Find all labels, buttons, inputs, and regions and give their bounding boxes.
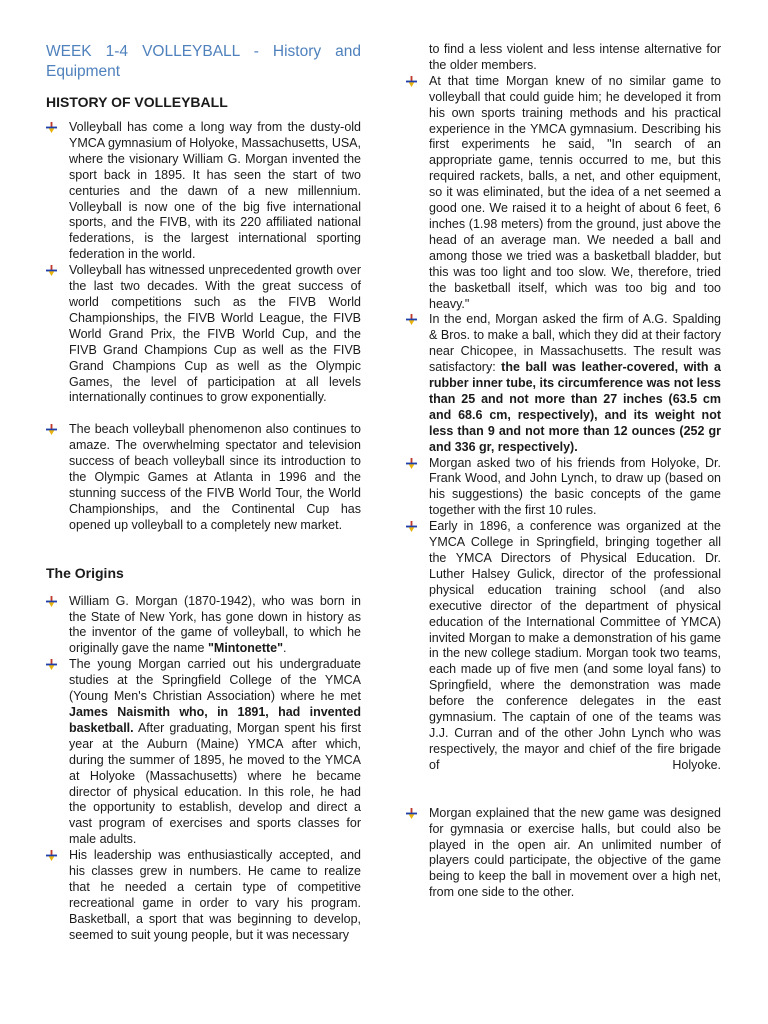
arrow-bullet-icon xyxy=(46,265,57,276)
arrow-bullet-icon xyxy=(406,808,417,819)
history-bullet-3: The beach volleyball phenomenon also continues to amaze. The overwhelming spectator and television success of beach volleyball since its introduction to the Olympic Games at Atlanta in 1996 and the stunning success of the FIVB World Tour, the World Championships, and the Continental Cup has opened up volleyball to a completely new market. xyxy=(69,422,361,532)
arrow-bullet-icon xyxy=(406,458,417,469)
origins-heading: The Origins xyxy=(46,564,124,581)
document-title: WEEK 1-4 VOLLEYBALL - History and Equipment xyxy=(46,43,361,80)
arrow-bullet-icon xyxy=(406,521,417,532)
origins-bullet-2-end: After graduating, Morgan spent his first year at the Auburn (Maine) YMCA after which, during the summer of 1895, he moved to the YMCA at Holyoke (Massachusetts) where he became director of physical education. In this role, he had the opportunity to establish, develop and direct a vast program of exercises and sports classes for male adults. xyxy=(69,720,361,847)
list-item xyxy=(46,263,361,406)
list-item xyxy=(46,422,361,533)
list-item xyxy=(46,120,361,263)
list-item xyxy=(46,848,361,943)
origins-bullet-2-bold: James Naismith who, in 1891, had invented basketball. xyxy=(69,705,361,735)
list-item xyxy=(406,456,721,520)
history-bullet-1: Volleyball has come a long way from the dusty-old YMCA gymnasium of Holyoke, Massachusetts, USA, where the visionary William G. Morgan invented the sport back in 1895. It has seen the start of two centuries and the dawn of a new millennium. Volleyball is now one of the big five international sports, and the FIVB, with its 220 affiliated national federations, is the largest international sporting federation in the world. xyxy=(69,120,361,262)
history-bullet-2: Volleyball has witnessed unprecedented growth over the last two decades. With the great success of world competitions such as the FIVB World Championships, the FIVB World League, the FIVB World Grand Prix, the FIVB World Cup, and the FIVB Grand Champions Cup as well as the FIVB Grand Champions Cup as well as the Olympic Games, the level of participation at all levels internationally continues to grow exponentially. xyxy=(69,263,361,405)
list-item xyxy=(406,519,721,774)
left-column xyxy=(46,0,361,944)
arrow-bullet-icon xyxy=(406,76,417,87)
origins-bullet-8-text: Morgan explained that the new game was designed for gymnasia or exercise halls, but could also be played in the open air. An unlimited number of players could participate, the objective of the game being to keep the ball in movement over a high net, from one side to the other. xyxy=(429,805,721,900)
origins-bullet-1-text: William G. Morgan (1870-1942), who was born in the State of New York, has gone down in history as the inventor of the game of volleyball, to which he originally gave the name xyxy=(69,593,361,656)
origins-bullet-1-end: . xyxy=(283,641,287,656)
origins-bullet-7-text: Early in 1896, a conference was organized at the YMCA College in Springfield, bringing together all the YMCA Directors of Physical Education. Dr. Luther Halsey Gulick, director of the professional physical education training school (and also executive director of the department of physical education of the International Committee of YMCA) invited Morgan to make a demonstration of his game in the new college stadium. Morgan took two teams, each made up of five men (and some loyal fans) to Springfield, where the demonstration was made before the conference delegates in the east gymnasium. The captain of one of the teams was J.J. Curran and of the other John Lynch who was respectively, the mayor and chief of the fire brigade of Holyoke. xyxy=(429,519,721,772)
origins-bullet-5-text: In the end, Morgan asked the firm of A.G. Spalding & Bros. to make a ball, which they did at their factory near Chicopee, in Massachusetts. The result was satisfactory: xyxy=(429,312,721,375)
list-item xyxy=(406,74,721,313)
origins-bullet-3-text: His leadership was enthusiastically accepted, and his classes grew in numbers. He came to realize that he needed a certain type of competitive recreational game in order to vary his program. Basketball, a sport that was beginning to develop, seemed to suit young people, but it was necessary xyxy=(69,848,361,942)
list-item xyxy=(406,312,721,455)
arrow-bullet-icon xyxy=(46,850,57,861)
origins-bullet-4-text: At that time Morgan knew of no similar game to volleyball that could guide him; he developed it from his own sports training methods and his practical experience in the YMCA gymnasium. Describing his first experiments he said, "In search of an appropriate game, tennis occurred to me, but this required rackets, balls, a net, and other equipment, so it was eliminated, but the idea of a net seemed a good one. We raised it to a height of about 6 feet, 6 inches (1.98 meters) from the ground, just above the head of an average man. We needed a ball and among those we tried was a basketball bladder, but this was too light and too slow. We, therefore, tried the basketball itself, which was too big and too heavy." xyxy=(429,73,721,311)
arrow-bullet-icon xyxy=(46,659,57,670)
arrow-bullet-icon xyxy=(46,424,57,435)
right-column xyxy=(406,0,721,901)
arrow-bullet-icon xyxy=(46,122,57,133)
list-item xyxy=(406,806,721,901)
origins-bullet-1-bold: "Mintonette" xyxy=(207,641,284,656)
origins-bullet-5-bold: the ball was leather-covered, with a rubber inner tube, its circumference was not less than 25 and not more than 27 inches (63.5 cm and 68.6 cm, respectively), and its weight not less than 9 and not more than 12 ounces (252 gr and 336 gr, respectively). xyxy=(429,360,721,454)
origins-bullet-3-continuation: to find a less violent and less intense alternative for the older members. xyxy=(429,42,721,72)
arrow-bullet-icon xyxy=(46,596,57,607)
history-heading: HISTORY OF VOLLEYBALL xyxy=(46,94,228,110)
origins-list-right xyxy=(406,74,721,901)
origins-bullet-6-text: Morgan asked two of his friends from Holyoke, Dr. Frank Wood, and John Lynch, to draw up (based on his suggestions) the basic concepts of the game together with the first 10 rules. xyxy=(429,455,721,518)
origins-list-left xyxy=(46,594,361,944)
list-item xyxy=(46,594,361,658)
arrow-bullet-icon xyxy=(406,314,417,325)
list-item xyxy=(46,657,361,848)
history-list xyxy=(46,120,361,534)
origins-bullet-2-text: The young Morgan carried out his undergraduate studies at the Springfield College of the YMCA (Young Men's Christian Association) where he met xyxy=(69,657,361,704)
